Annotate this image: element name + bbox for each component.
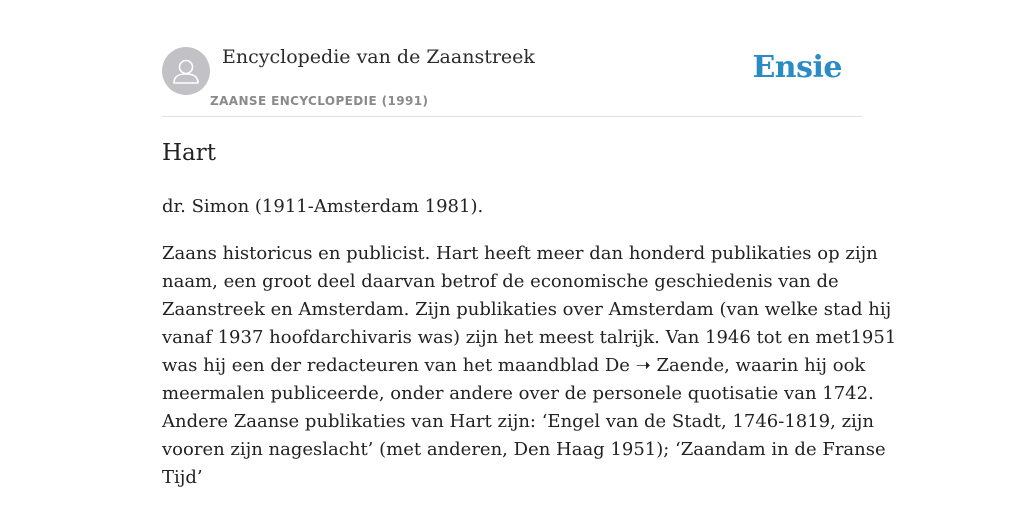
body-line: Zaans historicus en publicist. Hart heeft meer dan honderd publikaties op zijn: [162, 243, 878, 264]
body-line: meermalen publiceerde, onder andere over de personele quotisatie van 1742.: [162, 383, 874, 404]
body-line: was hij een der redacteuren van het maandblad De ➝ Zaende, waarin hij ook: [162, 355, 866, 376]
source-title[interactable]: Encyclopedie van de Zaanstreek: [222, 46, 535, 68]
entry-card: [162, 0, 897, 512]
body-line: vooren zijn nageslacht’ (met anderen, Den Haag 1951); ‘Zaandam in de Franse: [162, 439, 886, 460]
body-line: Tijd’: [162, 467, 203, 488]
source-subtitle[interactable]: ZAANSE ENCYCLOPEDIE (1991): [210, 94, 429, 108]
source-header: [162, 0, 862, 117]
body-line: vanaf 1937 hoofdarchivaris was) zijn het meest talrijk. Van 1946 tot en met1951: [162, 327, 897, 348]
entry-body: [162, 240, 896, 492]
body-line: naam, een groot deel daarvan betrof de economische geschiedenis van de: [162, 271, 839, 292]
body-line: Zaanstreek en Amsterdam. Zijn publikaties over Amsterdam (van welke stad hij: [162, 299, 892, 320]
body-line: Andere Zaanse publikaties van Hart zijn: ‘Engel van de Stadt, 1746-1819, zijn: [162, 411, 874, 432]
entry-lead: dr. Simon (1911-Amsterdam 1981).: [162, 196, 484, 217]
entry-headword: Hart: [162, 140, 217, 166]
user-icon[interactable]: [162, 47, 210, 95]
ensie-logo[interactable]: Ensie: [752, 50, 842, 85]
